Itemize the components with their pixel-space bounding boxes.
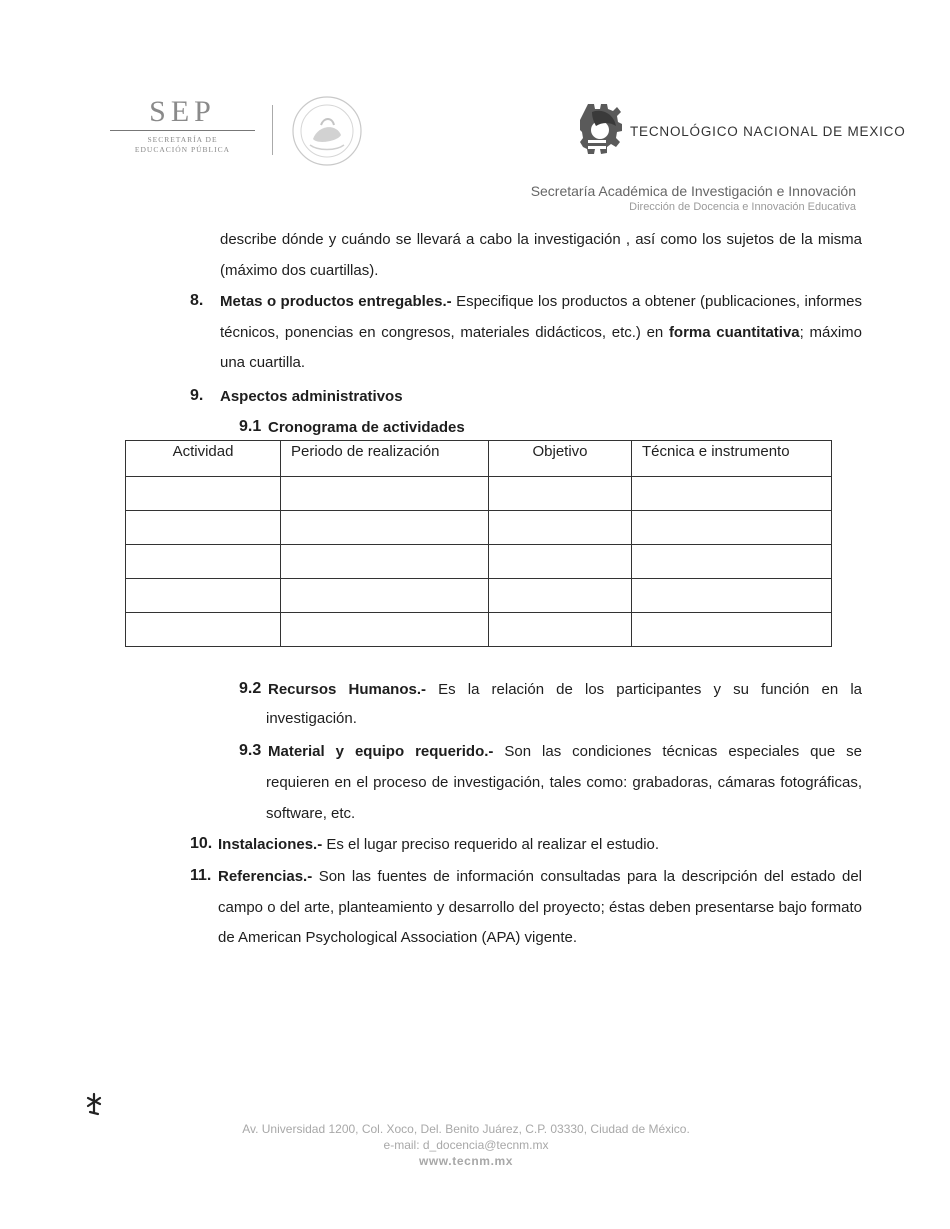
table-cell <box>126 477 281 511</box>
sep-logo-line1: SECRETARÍA DE <box>147 135 218 144</box>
sep-logo-line2: EDUCACIÓN PÚBLICA <box>134 145 231 154</box>
table-header-objective: Objetivo <box>489 441 632 477</box>
section-8-text: Especifique los productos a obtener (publicaciones, informes técnicos, ponencias en congresos, materiales didácticos, etc.) en <box>220 293 863 341</box>
section-9-heading <box>220 382 862 413</box>
section-8-tail: ; máximo una cuartilla. <box>220 323 863 371</box>
table-cell <box>281 545 489 579</box>
table-header-period: Periodo de realización <box>281 441 489 477</box>
table-cell <box>489 613 632 647</box>
table-row <box>126 511 832 545</box>
section-9-2-title: Recursos Humanos.- <box>268 681 426 698</box>
table-cell <box>281 579 489 613</box>
national-seal-icon <box>288 95 366 167</box>
section-9-3-rest: requieren en el proceso de investigación, tales como: grabadoras, cámaras fotográficas, software, etc. <box>266 774 862 822</box>
secretariat-title: Secretaría Académica de Investigación e Innovación <box>530 183 856 199</box>
section-9-3-text: Son las condiciones técnicas especiales que se <box>493 743 862 760</box>
direction-subtitle: Dirección de Docencia e Innovación Educativa <box>629 201 856 213</box>
table-cell <box>632 477 832 511</box>
table-cell <box>632 579 832 613</box>
section-8-bold: forma cuantitativa <box>668 323 800 341</box>
section-10-number: 10. <box>190 835 213 852</box>
section-9-3-title: Material y equipo requerido.- <box>268 743 494 760</box>
table-cell <box>632 545 832 579</box>
section-11-number: 11. <box>190 867 212 884</box>
section-11-paragraph <box>218 862 862 954</box>
handwritten-mark-icon <box>84 1092 104 1116</box>
table-cell <box>632 613 832 647</box>
table-cell <box>281 511 489 545</box>
section-10-title: Instalaciones.- <box>218 836 323 853</box>
section-9-1-title: Cronograma de actividades <box>268 419 465 436</box>
footer-email: e-mail: d_docencia@tecnm.mx <box>383 1138 549 1152</box>
table-cell <box>126 511 281 545</box>
tecnm-gear-logo-icon <box>580 100 622 162</box>
table-row <box>126 579 832 613</box>
section-10-paragraph <box>218 830 862 861</box>
table-header-activity: Actividad <box>126 441 281 477</box>
section-9-3-line1 <box>268 737 862 768</box>
intro-paragraph: describe dónde y cuándo se llevará a cabo la investigación , así como los sujetos de la misma (máximo dos cuartillas). <box>220 231 862 279</box>
section-9-number: 9. <box>190 387 204 404</box>
section-9-2-text: Es la relación de los participantes y su función en la <box>426 681 863 698</box>
section-8-number: 8. <box>190 292 204 309</box>
section-9-2-number: 9.2 <box>239 680 262 697</box>
section-9-2-line2: investigación. <box>266 710 357 727</box>
section-11-text: Son las fuentes de información consultadas para la descripción del estado del campo o del arte, planteamiento y desarrollo del proyecto; éstas deben presentarse bajo formato de American Psychological Association (APA) vigente. <box>218 868 862 946</box>
section-10-text: Es el lugar preciso requerido al realizar el estudio. <box>322 836 660 853</box>
sep-logo-word: SEP <box>149 95 216 128</box>
table-cell <box>126 579 281 613</box>
footer-address: Av. Universidad 1200, Col. Xoco, Del. Benito Juárez, C.P. 03330, Ciudad de México. <box>242 1122 690 1136</box>
header-divider <box>272 105 273 155</box>
footer-website: www.tecnm.mx <box>418 1154 514 1168</box>
section-8-title: Metas o productos entregables.- <box>220 293 452 310</box>
table-row <box>126 613 832 647</box>
table-cell <box>489 477 632 511</box>
table-cell <box>632 511 832 545</box>
section-11-title: Referencias.- <box>218 868 313 885</box>
schedule-table <box>125 440 832 647</box>
section-9-1-number: 9.1 <box>239 418 262 435</box>
table-cell <box>489 579 632 613</box>
section-9-title: Aspectos administrativos <box>220 388 403 405</box>
section-9-2-line1 <box>268 675 862 706</box>
sep-logo-rule <box>110 130 255 131</box>
table-cell <box>126 613 281 647</box>
table-header-technique: Técnica e instrumento <box>632 441 832 477</box>
section-8-paragraph <box>220 287 862 379</box>
table-cell <box>489 511 632 545</box>
institution-name: TECNOLÓGICO NACIONAL DE MEXICO <box>630 124 906 139</box>
table-cell <box>126 545 281 579</box>
table-row <box>126 545 832 579</box>
table-cell <box>281 613 489 647</box>
table-cell <box>489 545 632 579</box>
sep-logo <box>110 96 255 155</box>
table-cell <box>281 477 489 511</box>
section-9-1-heading <box>268 413 828 444</box>
table-row <box>126 477 832 511</box>
section-9-3-number: 9.3 <box>239 742 262 759</box>
table-header-row <box>126 441 832 477</box>
